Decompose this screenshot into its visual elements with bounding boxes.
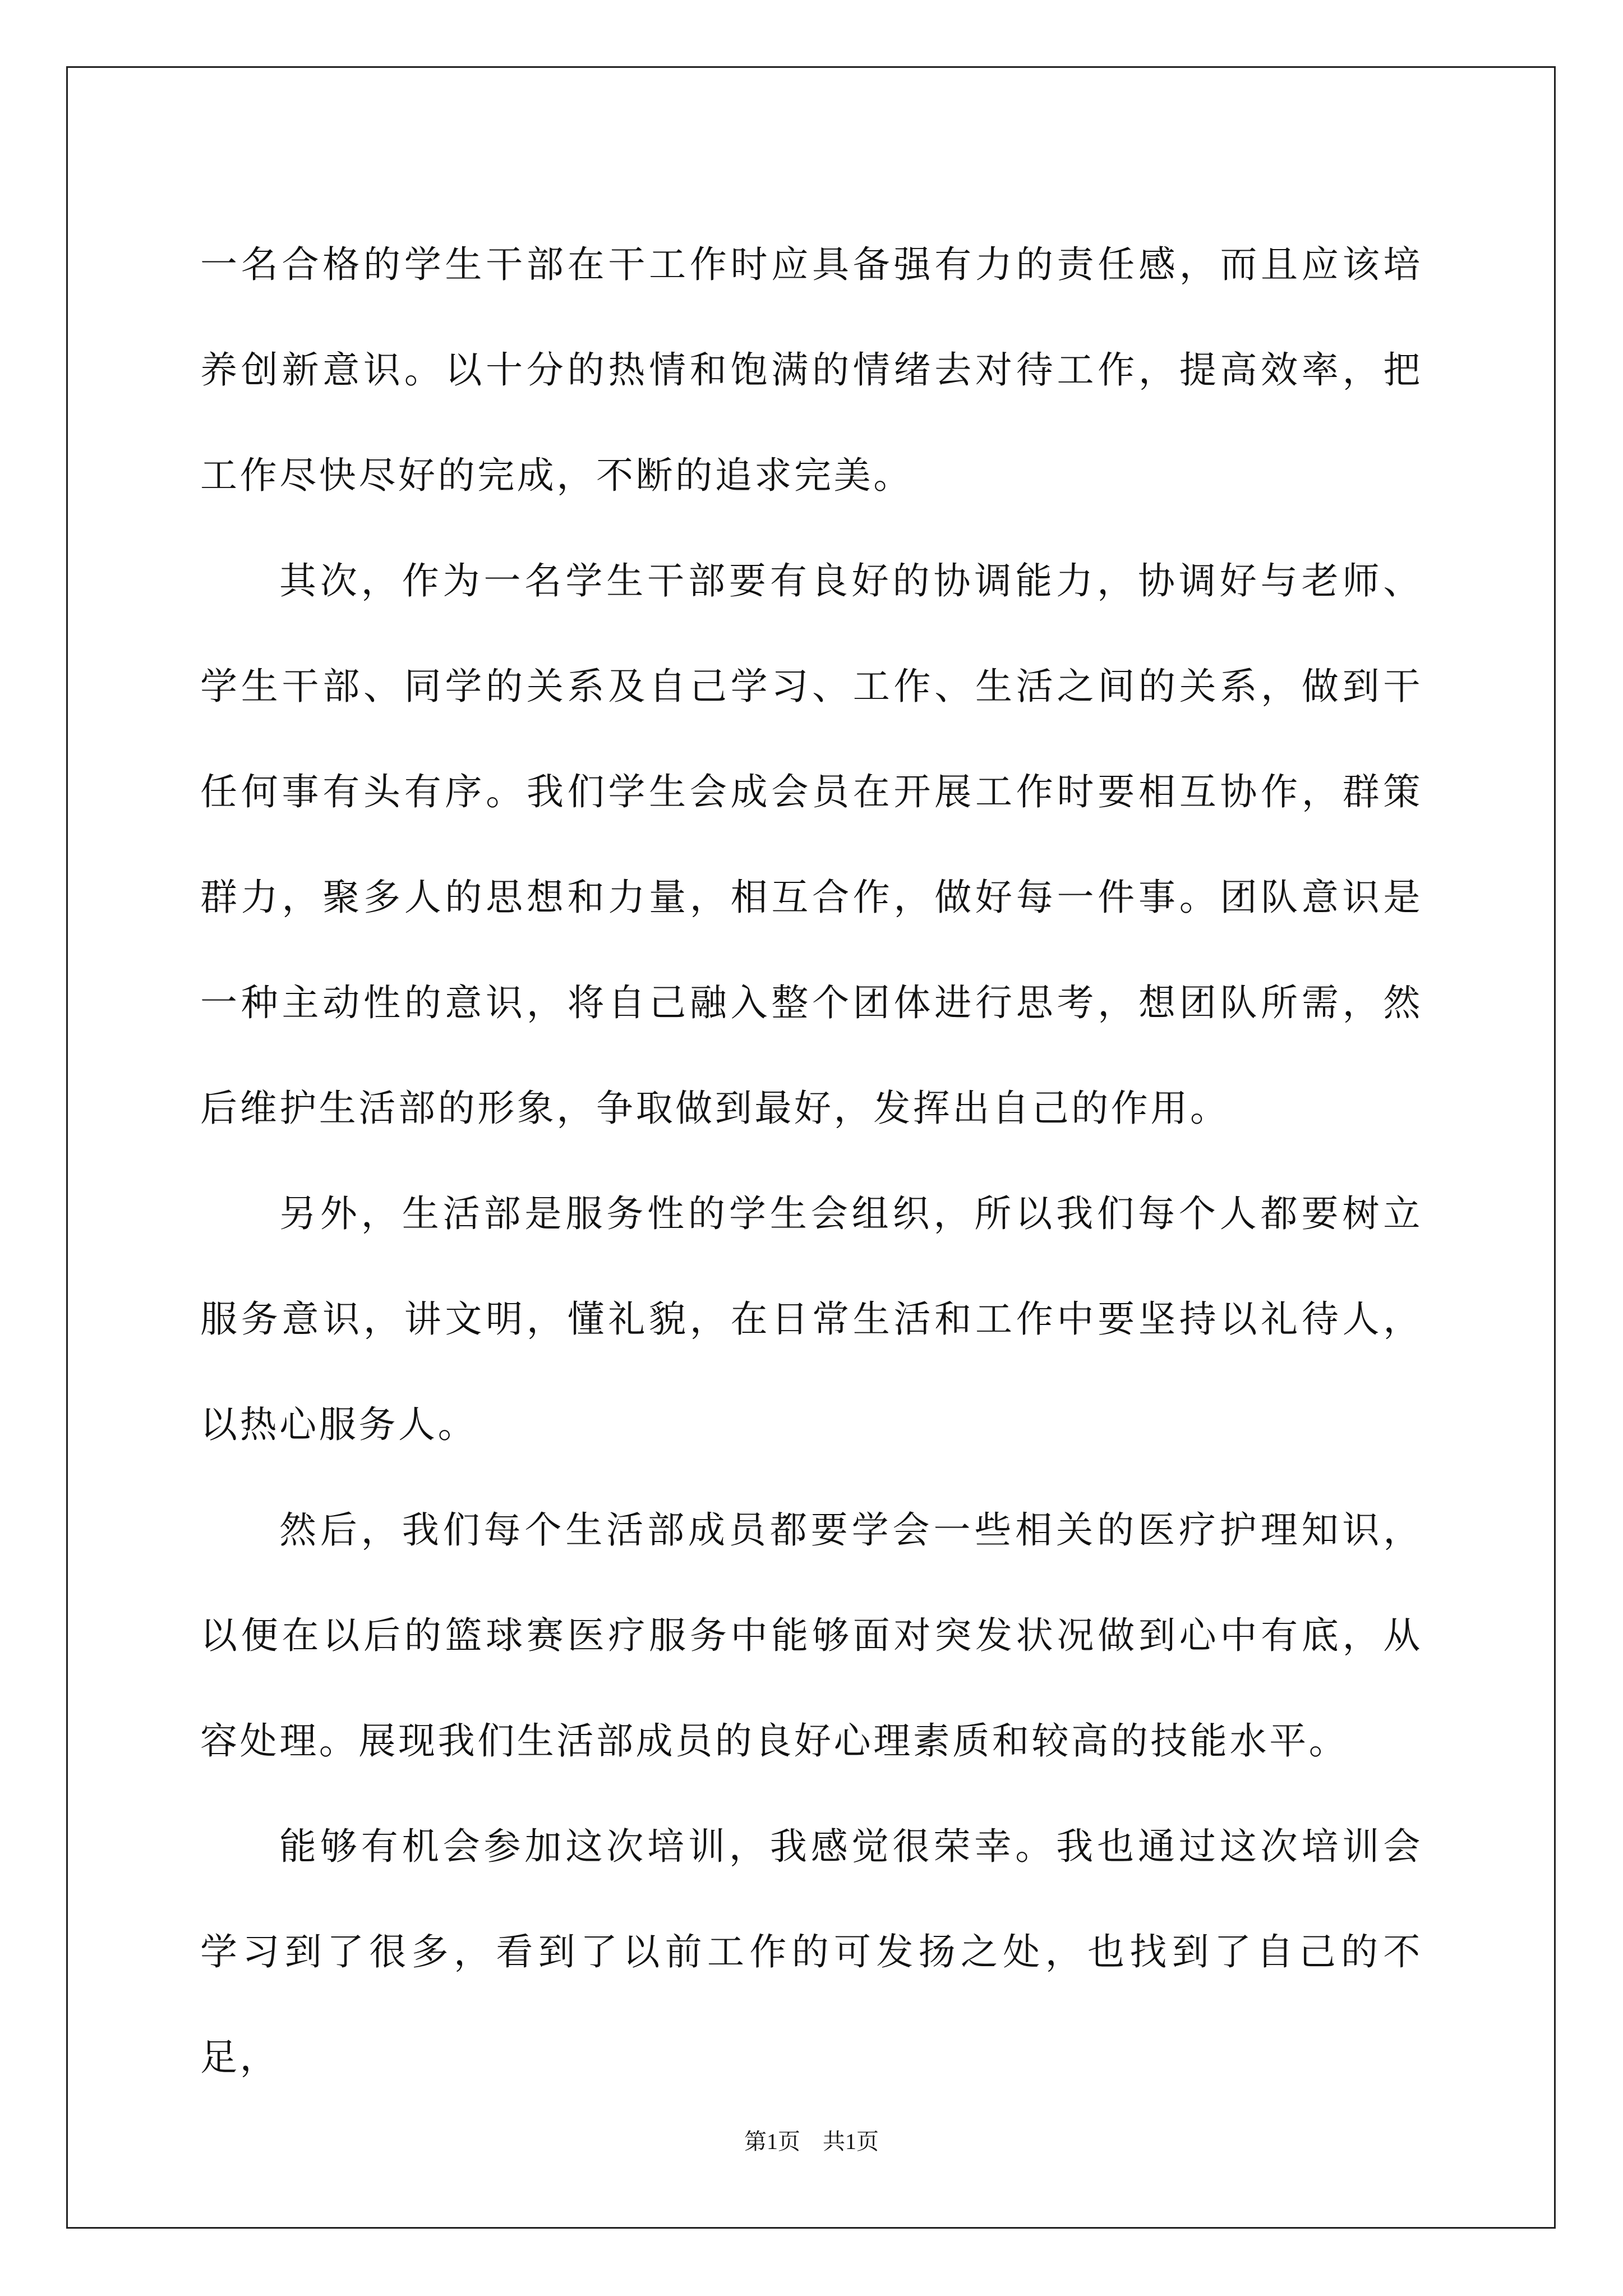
document-body <box>200 212 1423 2110</box>
paragraph-5: 能够有机会参加这次培训，我感觉很荣幸。我也通过这次培训会学习到了很多，看到了以前工作的可发扬之处，也找到了自己的不足， <box>200 1825 1423 2079</box>
page-number-label: 第1页 共1页 <box>744 2129 879 2154</box>
paragraph-2: 其次，作为一名学生干部要有良好的协调能力，协调好与老师、学生干部、同学的关系及自己学习、工作、生活之间的关系，做到干任何事有头有序。我们学生会成会员在开展工作时要相互协作，群策群力，聚多人的思想和力量，相互合作，做好每一件事。团队意识是一种主动性的意识，将自己融入整个团体进行思考，想团队所需，然后维护生活部的形象，争取做到最好，发挥出自己的作用。 <box>200 559 1423 1130</box>
paragraph-3: 另外，生活部是服务性的学生会组织，所以我们每个人都要树立服务意识，讲文明，懂礼貌，在日常生活和工作中要坚持以礼待人，以热心服务人。 <box>200 1192 1423 1446</box>
paragraph-1: 一名合格的学生干部在干工作时应具备强有力的责任感，而且应该培养创新意识。以十分的热情和饱满的情绪去对待工作，提高效率，把工作尽快尽好的完成，不断的追求完美。 <box>200 243 1423 497</box>
paragraph-4: 然后，我们每个生活部成员都要学会一些相关的医疗护理知识，以便在以后的篮球赛医疗服务中能够面对突发状况做到心中有底，从容处理。展现我们生活部成员的良好心理素质和较高的技能水平。 <box>200 1508 1423 1763</box>
page-footer <box>0 2124 1623 2156</box>
